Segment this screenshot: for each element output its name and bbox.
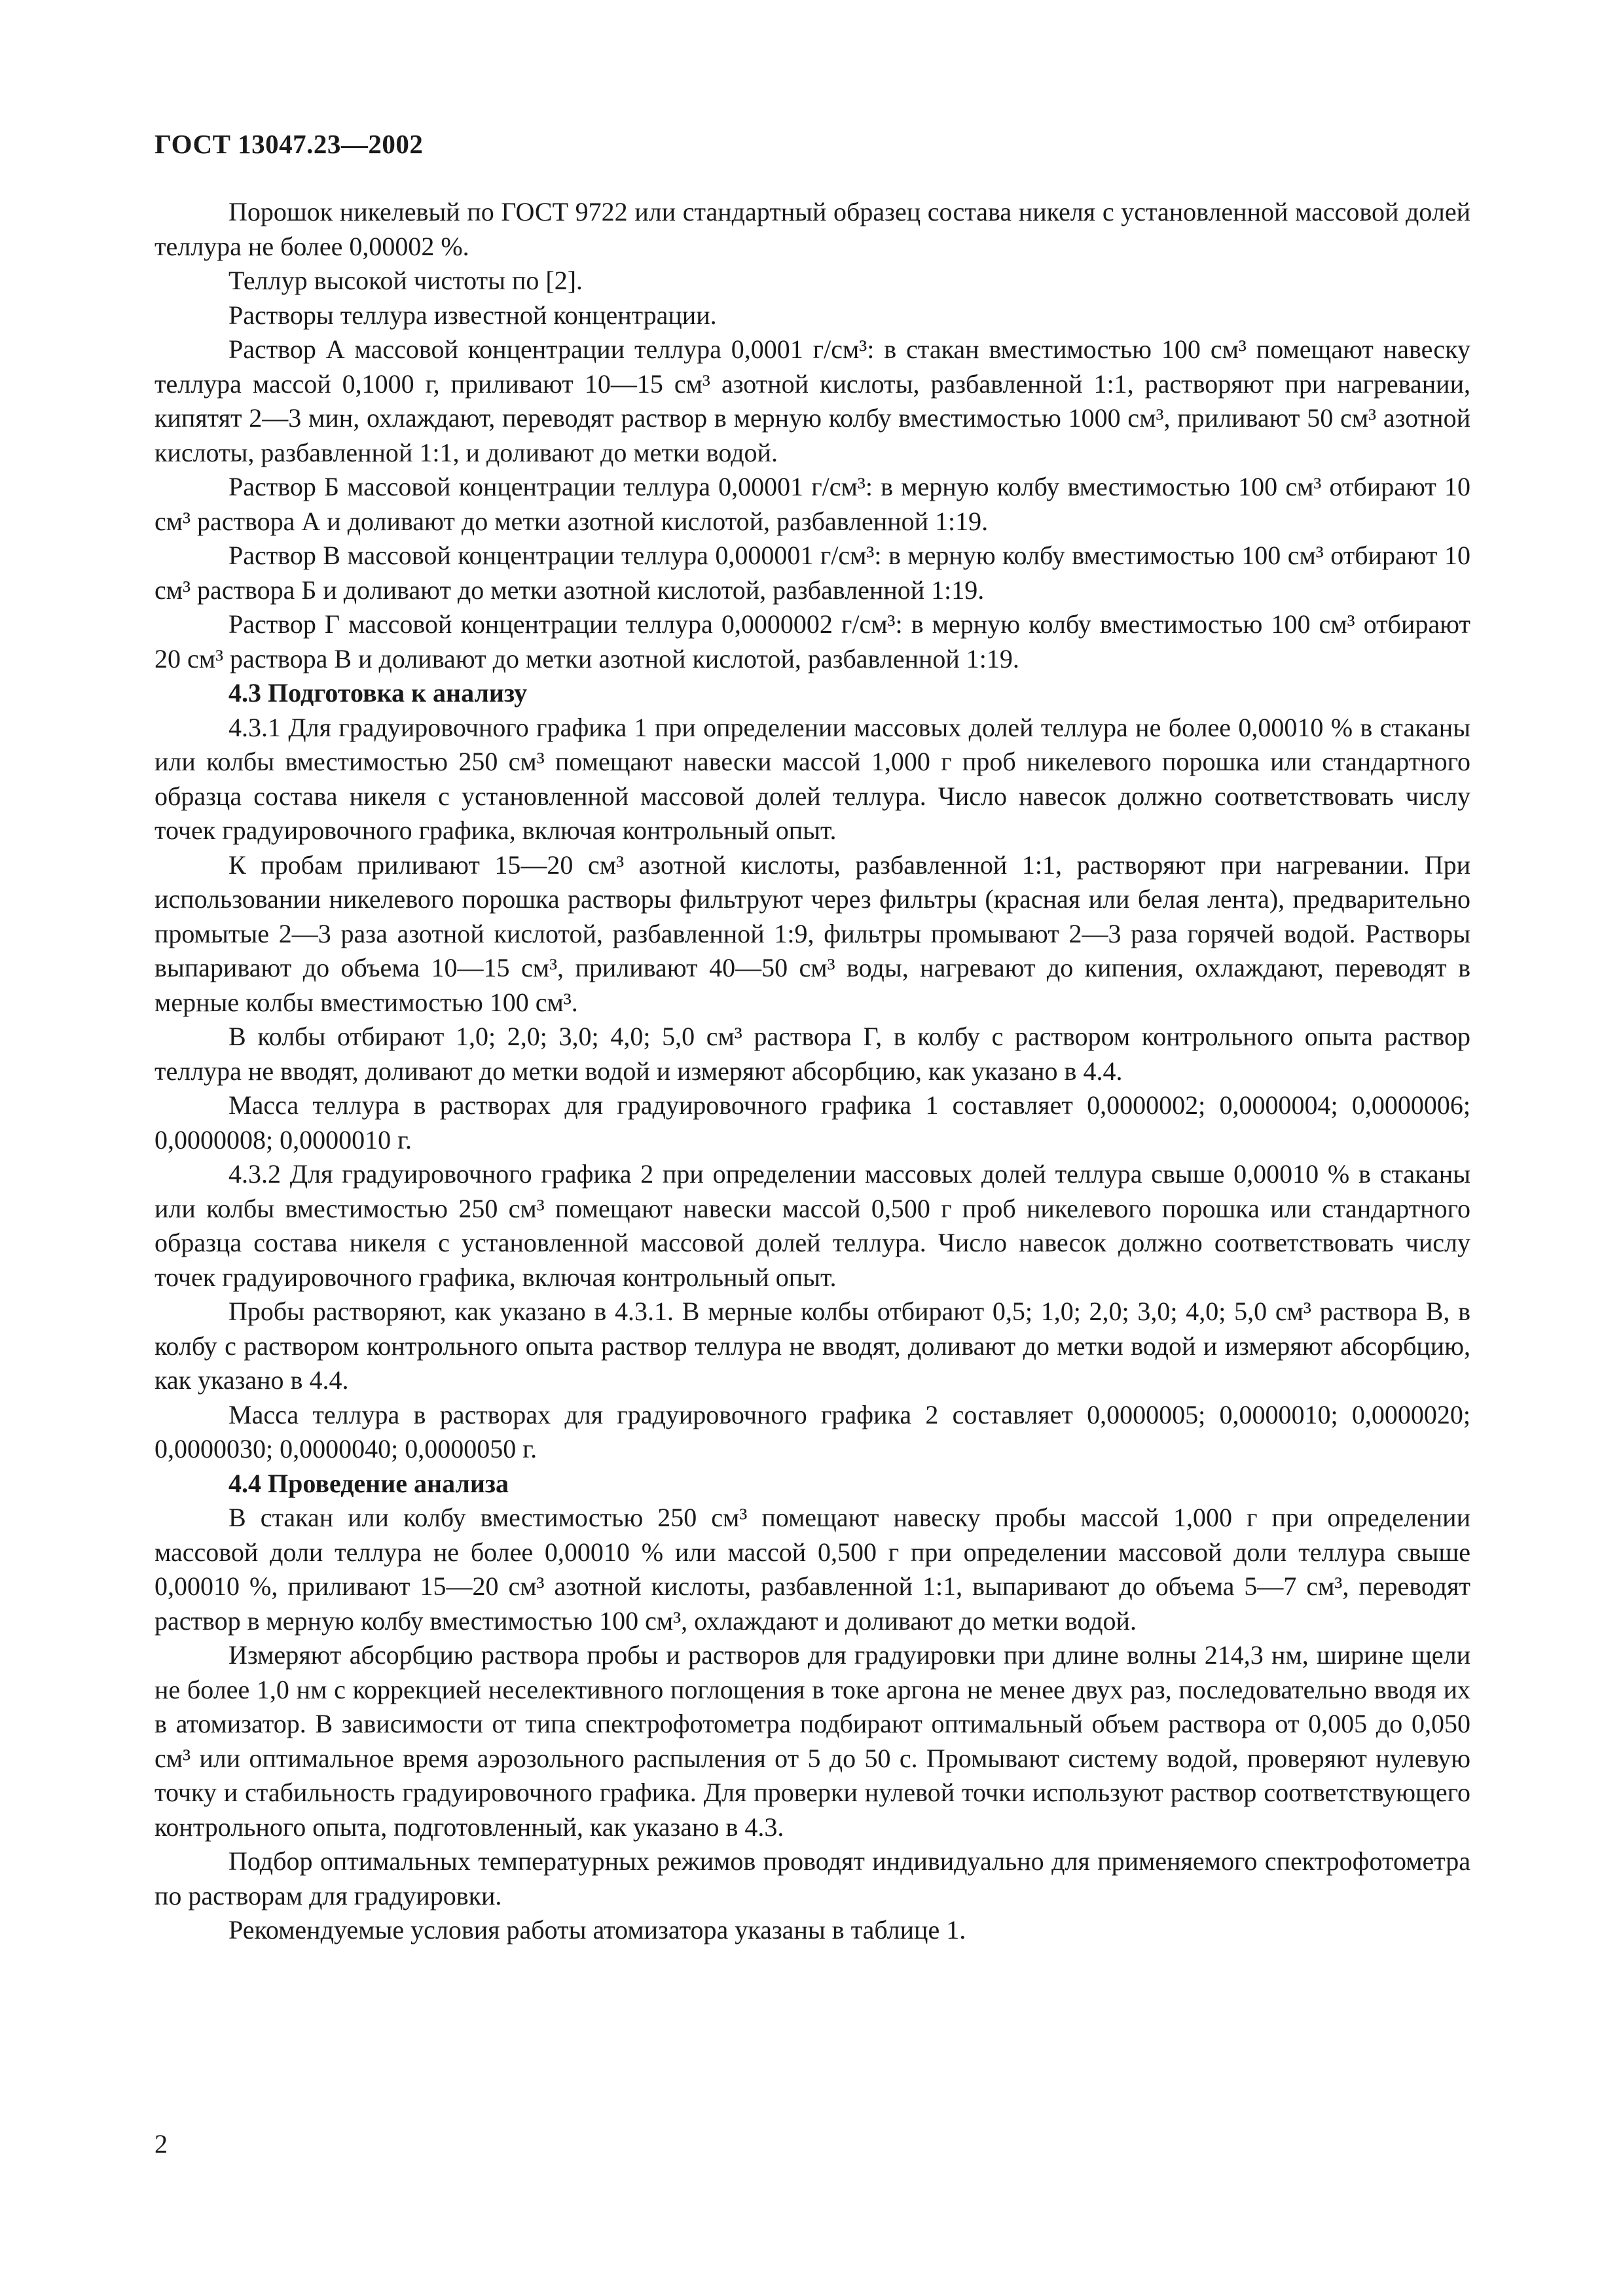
paragraph: Подбор оптимальных температурных режимов проводят индивидуально для применяемого спектрофотометра по растворам для градуировки. — [155, 1846, 1470, 1910]
paragraph: К пробам приливают 15—20 см³ азотной кислоты, разбавленной 1:1, растворяют при нагревании. При использовании никелевого порошка растворы фильтруют через фильтры (красная или белая лента), предварительно промытые 2—3 раза азотной кислотой, разбавленной 1:9, фильтры промывают 2—3 раза горячей водой. Растворы выпаривают до объема 10—15 см³, приливают 40—50 см³ воды, нагревают до кипения, охлаждают, переводят в мерные колбы вместимостью 100 см³. — [155, 850, 1470, 1017]
paragraph: Масса теллура в растворах для градуировочного графика 2 составляет 0,0000005; 0,0000010; 0,0000020; 0,0000030; 0,0000040; 0,0000050 г. — [155, 1399, 1470, 1463]
paragraph: Пробы растворяют, как указано в 4.3.1. В мерные колбы отбирают 0,5; 1,0; 2,0; 3,0; 4,0; 5,0 см³ раствора В, в колбу с раствором контрольного опыта раствор теллура не вводят, доливают до метки водой и измеряют абсорбцию, как указано в 4.4. — [155, 1297, 1470, 1395]
paragraph: В колбы отбирают 1,0; 2,0; 3,0; 4,0; 5,0 см³ раствора Г, в колбу с раствором контрольного опыта раствор теллура не вводят, доливают до метки водой и измеряют абсорбцию, как указано в 4.4. — [155, 1022, 1470, 1086]
paragraph: 4.3.2 Для градуировочного графика 2 при определении массовых долей теллура свыше 0,00010 % в стаканы или колбы вместимостью 250 см³ помещают навески массой 0,500 г проб никелевого порошка или стандартного образца состава никеля с установленной массовой долей теллура. Число навесок должно соответствовать числу точек градуировочного графика, включая контрольный опыт. — [155, 1159, 1470, 1292]
paragraph: 4.3.1 Для градуировочного графика 1 при определении массовых долей теллура не более 0,00010 % в стаканы или колбы вместимостью 250 см³ помещают навески массой 1,000 г проб никелевого порошка или стандартного образца состава никеля с установленной массовой долей теллура. Число навесок должно соответствовать числу точек градуировочного графика, включая контрольный опыт. — [155, 712, 1470, 845]
section-heading: 4.4 Проведение анализа — [228, 1468, 509, 1498]
paragraph: Раствор Б массовой концентрации теллура 0,00001 г/см³: в мерную колбу вместимостью 100 см³ отбирают 10 см³ раствора А и доливают до метки азотной кислотой, разбавленной 1:19. — [155, 472, 1470, 536]
section-heading: 4.3 Подготовка к анализу — [228, 678, 528, 708]
paragraph: Рекомендуемые условия работы атомизатора указаны в таблице 1. — [228, 1915, 966, 1945]
paragraph: Раствор А массовой концентрации теллура 0,0001 г/см³: в стакан вместимостью 100 см³ помещают навеску теллура массой 0,1000 г, приливают 10—15 см³ азотной кислоты, разбавленной 1:1, растворяют при нагревании, кипятят 2—3 мин, охлаждают, переводят раствор в мерную колбу вместимостью 1000 см³, приливают 50 см³ азотной кислоты, разбавленной 1:1, и доливают до метки водой. — [155, 334, 1470, 467]
paragraph: В стакан или колбу вместимостью 250 см³ помещают навеску пробы массой 1,000 г при определении массовой доли теллура не более 0,00010 % или массой 0,500 г при определении массовой доли теллура свыше 0,00010 %, приливают 15—20 см³ азотной кислоты, разбавленной 1:1, выпаривают до объема 5—7 см³, переводят раствор в мерную колбу вместимостью 100 см³, охлаждают и доливают до метки водой. — [155, 1503, 1470, 1636]
paragraph: Измеряют абсорбцию раствора пробы и растворов для градуировки при длине волны 214,3 нм, ширине щели не более 1,0 нм с коррекцией неселективного поглощения в токе аргона не менее двух раз, последовательно вводя их в атомизатор. В зависимости от типа спектрофотометра подбирают оптимальный объем раствора от 0,005 до 0,050 см³ или оптимальное время аэрозольного распыления от 5 до 50 с. Промывают систему водой, проверяют нулевую точку и стабильность градуировочного графика. Для проверки нулевой точки используют раствор соответствующего контрольного опыта, подготовленный, как указано в 4.3. — [155, 1640, 1470, 1842]
page-number: 2 — [155, 2129, 168, 2159]
document-body — [155, 195, 1470, 1948]
paragraph: Раствор В массовой концентрации теллура 0,000001 г/см³: в мерную колбу вместимостью 100 см³ отбирают 10 см³ раствора Б и доливают до метки азотной кислотой, разбавленной 1:19. — [155, 541, 1470, 605]
paragraph: Порошок никелевый по ГОСТ 9722 или стандартный образец состава никеля с установленной массовой долей теллура не более 0,00002 %. — [155, 197, 1470, 261]
paragraph: Растворы теллура известной концентрации. — [228, 300, 717, 330]
paragraph: Раствор Г массовой концентрации теллура 0,0000002 г/см³: в мерную колбу вместимостью 100 см³ отбирают 20 см³ раствора В и доливают до метки азотной кислотой, разбавленной 1:19. — [155, 609, 1470, 673]
paragraph: Масса теллура в растворах для градуировочного графика 1 составляет 0,0000002; 0,0000004; 0,0000006; 0,0000008; 0,0000010 г. — [155, 1090, 1470, 1155]
paragraph: Теллур высокой чистоты по [2]. — [228, 266, 583, 295]
document-header: ГОСТ 13047.23—2002 — [155, 129, 424, 159]
